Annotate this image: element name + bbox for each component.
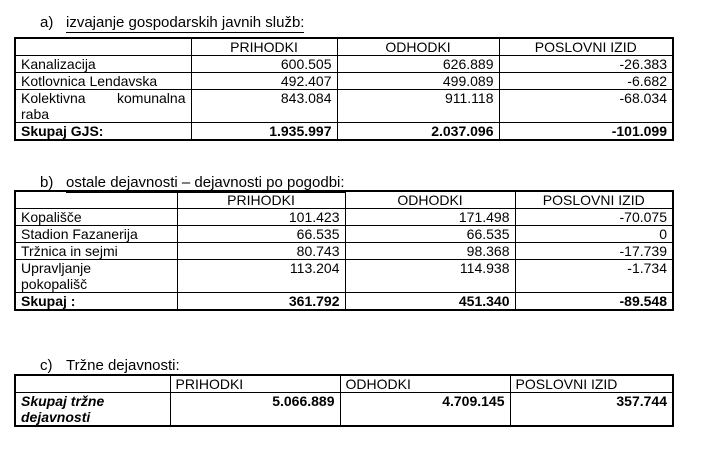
total-prihodki: 361.792 bbox=[177, 293, 345, 311]
total-odhodki: 451.340 bbox=[345, 293, 515, 311]
row-prihodki: 843.084 bbox=[191, 90, 337, 123]
row-odhodki: 626.889 bbox=[337, 56, 499, 73]
table-header-row bbox=[15, 38, 673, 56]
row-odhodki: 66.535 bbox=[345, 226, 515, 243]
row-odhodki: 499.089 bbox=[337, 73, 499, 90]
total-label: Skupaj : bbox=[15, 293, 177, 311]
row-prihodki: 492.407 bbox=[191, 73, 337, 90]
header-poslovni-izid: POSLOVNI IZID bbox=[499, 38, 673, 56]
gjs-table bbox=[14, 37, 674, 141]
section-c-heading bbox=[40, 357, 180, 375]
row-label: Upravljanje pokopališč bbox=[15, 260, 177, 293]
header-prihodki: PRIHODKI bbox=[191, 38, 337, 56]
row-label: Kolektivna komunalna raba bbox=[15, 90, 191, 123]
row-izid: -26.383 bbox=[499, 56, 673, 73]
section-c-title: Tržne dejavnosti: bbox=[66, 357, 180, 374]
total-odhodki: 2.037.096 bbox=[337, 123, 499, 141]
header-corner bbox=[15, 375, 170, 393]
table-row bbox=[15, 243, 673, 260]
total-row bbox=[15, 123, 673, 141]
total-label: Skupaj GJS: bbox=[15, 123, 191, 141]
header-prihodki: PRIHODKI bbox=[177, 191, 345, 209]
row-prihodki: 66.535 bbox=[177, 226, 345, 243]
row-izid: -17.739 bbox=[515, 243, 673, 260]
total-prihodki: 5.066.889 bbox=[170, 393, 340, 427]
row-label: Stadion Fazanerija bbox=[15, 226, 177, 243]
total-odhodki: 4.709.145 bbox=[340, 393, 510, 427]
row-prihodki: 600.505 bbox=[191, 56, 337, 73]
section-a-title: izvajanje gospodarskih javnih služb: bbox=[66, 14, 305, 31]
table-row bbox=[15, 209, 673, 226]
table-row bbox=[15, 226, 673, 243]
row-izid: -68.034 bbox=[499, 90, 673, 123]
header-poslovni-izid: POSLOVNI IZID bbox=[510, 375, 673, 393]
market-activities-table bbox=[14, 374, 674, 427]
table-row bbox=[15, 56, 673, 73]
header-odhodki: ODHODKI bbox=[345, 191, 515, 209]
row-odhodki: 911.118 bbox=[337, 90, 499, 123]
total-izid: -101.099 bbox=[499, 123, 673, 141]
section-a-heading bbox=[40, 14, 304, 32]
section-b-title: ostale dejavnosti – dejavnosti po pogodbi: bbox=[66, 174, 345, 191]
row-prihodki: 101.423 bbox=[177, 209, 345, 226]
row-label: Kotlovnica Lendavska bbox=[15, 73, 191, 90]
header-corner bbox=[15, 191, 177, 209]
row-odhodki: 171.498 bbox=[345, 209, 515, 226]
table-header-row bbox=[15, 375, 673, 393]
row-prihodki: 113.204 bbox=[177, 260, 345, 293]
total-prihodki: 1.935.997 bbox=[191, 123, 337, 141]
row-izid: 0 bbox=[515, 226, 673, 243]
total-izid: 357.744 bbox=[510, 393, 673, 427]
total-row bbox=[15, 293, 673, 311]
other-activities-table bbox=[14, 190, 674, 311]
section-c-letter: c) bbox=[40, 357, 53, 374]
table-row bbox=[15, 73, 673, 90]
row-label: Kanalizacija bbox=[15, 56, 191, 73]
total-label: Skupaj tržne dejavnosti bbox=[15, 393, 170, 427]
row-izid: -1.734 bbox=[515, 260, 673, 293]
table-row bbox=[15, 90, 673, 123]
row-odhodki: 114.938 bbox=[345, 260, 515, 293]
section-a-letter: a) bbox=[40, 14, 54, 31]
row-prihodki: 80.743 bbox=[177, 243, 345, 260]
table-row bbox=[15, 260, 673, 293]
table-header-row bbox=[15, 191, 673, 209]
header-corner bbox=[15, 38, 191, 56]
total-izid: -89.548 bbox=[515, 293, 673, 311]
header-odhodki: ODHODKI bbox=[340, 375, 510, 393]
header-odhodki: ODHODKI bbox=[337, 38, 499, 56]
header-poslovni-izid: POSLOVNI IZID bbox=[515, 191, 673, 209]
row-odhodki: 98.368 bbox=[345, 243, 515, 260]
total-row bbox=[15, 393, 673, 427]
row-label: Tržnica in sejmi bbox=[15, 243, 177, 260]
header-prihodki: PRIHODKI bbox=[170, 375, 340, 393]
row-label: Kopališče bbox=[15, 209, 177, 226]
row-izid: -70.075 bbox=[515, 209, 673, 226]
row-izid: -6.682 bbox=[499, 73, 673, 90]
section-b-letter: b) bbox=[40, 174, 54, 191]
